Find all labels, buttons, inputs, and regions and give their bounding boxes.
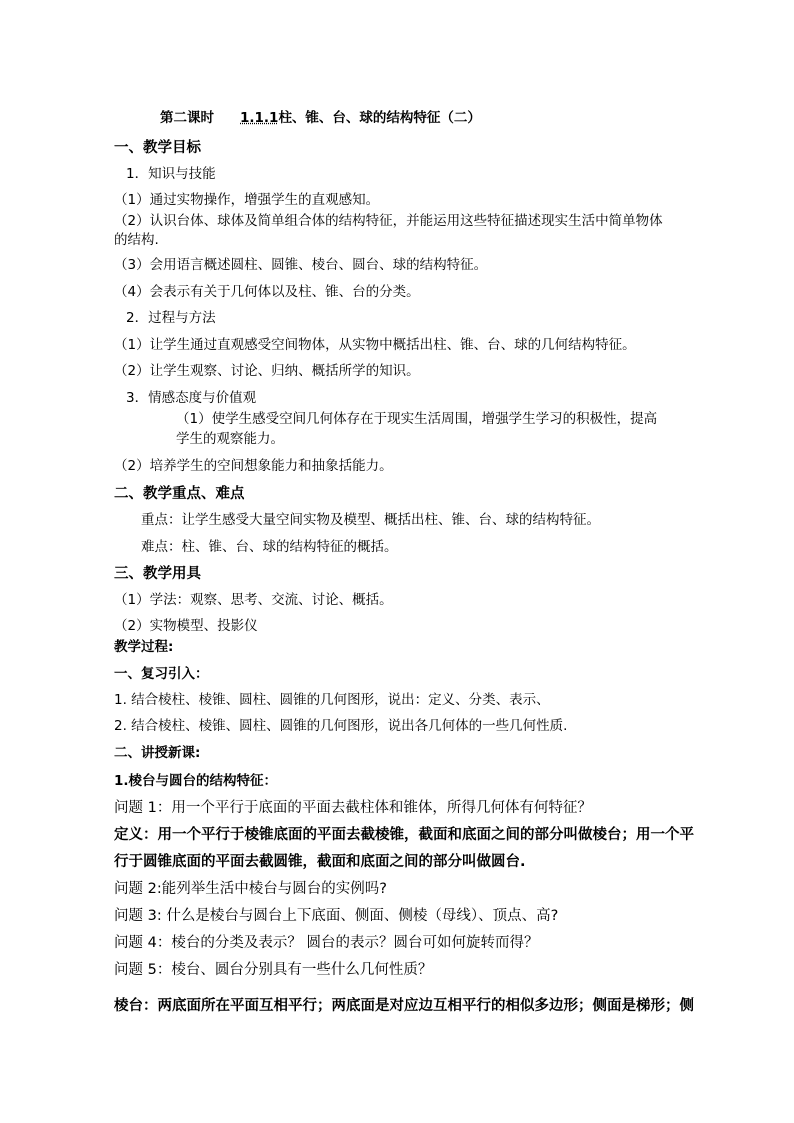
review-item-1: 1. 结合棱柱、棱锥、圆柱、圆锥的几何图形，说出：定义、分类、表示、 <box>114 692 550 708</box>
definition-line-2: 行于圆锥底面的平面去截圆锥，截面和底面之间的部分叫做圆台. <box>114 854 526 870</box>
subheading-knowledge: 1．知识与技能 <box>126 166 216 182</box>
question-1: 问题 1：用一个平行于底面的平面去截柱体和锥体，所得几何体有何特征？ <box>114 800 592 816</box>
new-lesson-heading: 二、讲授新课: <box>114 745 201 761</box>
attitude-item-1: （1）使学生感受空间几何体存在于现实生活周围，增强学生学习的积极性，提高 <box>176 411 658 427</box>
section-number: 1.1.1 <box>240 110 279 126</box>
knowledge-item-4: （4）会表示有关于几何体以及柱、锥、台的分类。 <box>114 284 420 300</box>
topic-title: 柱、锥、台、球的结构特征（二） <box>278 110 481 126</box>
attitude-item-1-cont: 学生的观察能力。 <box>176 431 284 447</box>
definition-line-1: 定义：用一个平行于棱锥底面的平面去截棱锥，截面和底面之间的部分叫做棱台；用一个平 <box>114 827 694 843</box>
review-item-2: 2. 结合棱柱、棱锥、圆柱、圆锥的几何图形，说出各几何体的一些几何性质. <box>114 718 568 734</box>
process-item-1: （1）让学生通过直观感受空间物体，从实物中概括出柱、锥、台、球的几何结构特征。 <box>114 337 636 353</box>
process-heading: 教学过程: <box>114 639 174 655</box>
knowledge-item-1: （1）通过实物操作，增强学生的直观感知。 <box>114 192 380 208</box>
review-heading: 一、复习引入： <box>114 666 209 682</box>
question-4: 问题 4：棱台的分类及表示？ 圆台的表示？圆台可如何旋转而得？ <box>114 935 539 951</box>
knowledge-item-2: （2）认识台体、球体及简单组合体的结构特征，并能运用这些特征描述现实生活中简单物体 <box>114 213 663 229</box>
attitude-item-2: （2）培养学生的空间想象能力和抽象括能力。 <box>114 458 393 474</box>
lesson-label: 第二课时 <box>160 110 214 126</box>
question-2: 问题 2:能列举生活中棱台与圆台的实例吗? <box>114 881 387 897</box>
question-3: 问题 3: 什么是棱台与圆台上下底面、侧面、侧棱（母线）、顶点、高? <box>114 908 559 924</box>
frustum-properties: 棱台：两底面所在平面互相平行；两底面是对应边互相平行的相似多边形；侧面是梯形；侧 <box>114 998 694 1014</box>
knowledge-item-3: （3）会用语言概述圆柱、圆锥、棱台、圆台、球的结构特征。 <box>114 257 488 273</box>
subheading-attitude: 3．情感态度与价值观 <box>126 390 257 406</box>
topic-heading-frustum: 1.棱台与圆台的结构特征： <box>114 773 278 789</box>
knowledge-item-2-cont: 的结构. <box>114 232 159 248</box>
process-item-2: （2）让学生观察、讨论、归纳、概括所学的知识。 <box>114 363 420 379</box>
tools-item-1: （1）学法：观察、思考、交流、讨论、概括。 <box>114 592 393 608</box>
key-point: 重点：让学生感受大量空间实物及模型、概括出柱、锥、台、球的结构特征。 <box>141 512 600 528</box>
section-heading-keypoints: 二、教学重点、难点 <box>114 486 245 502</box>
section-heading-objectives: 一、教学目标 <box>114 140 201 156</box>
difficult-point: 难点：柱、锥、台、球的结构特征的概括。 <box>141 539 398 555</box>
subheading-process: 2．过程与方法 <box>126 310 216 326</box>
section-heading-tools: 三、教学用具 <box>114 566 201 582</box>
question-5: 问题 5：棱台、圆台分别具有一些什么几何性质？ <box>114 962 433 978</box>
document-title <box>160 108 740 128</box>
tools-item-2: （2）实物模型、投影仪 <box>114 618 258 634</box>
